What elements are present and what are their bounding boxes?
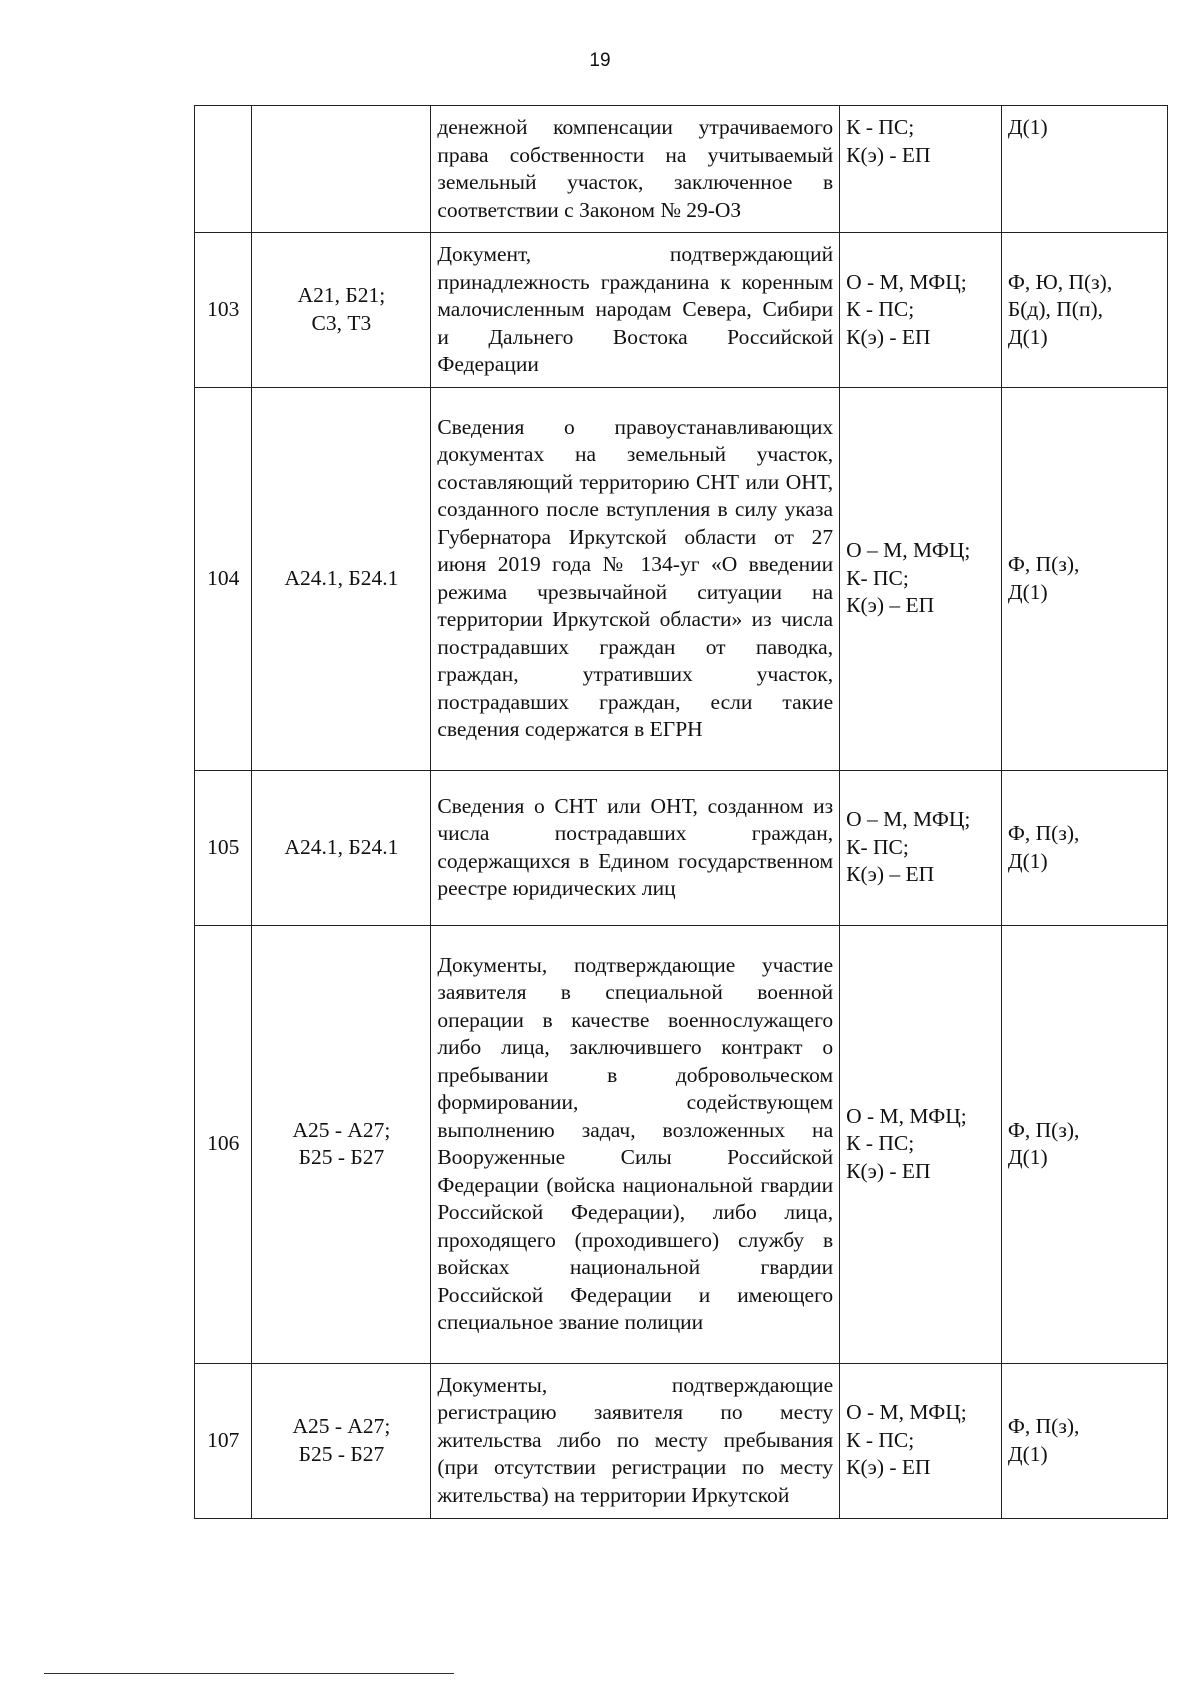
row-codes [252, 233, 431, 388]
form-line: Ф, П(з), [1007, 552, 1080, 576]
row-number: 107 [195, 1363, 252, 1518]
code-line: Б25 - Б27 [298, 1145, 385, 1169]
way-line: К(э) - ЕП [846, 1455, 931, 1480]
form-line: Д(1) [1007, 115, 1048, 139]
page-number: 19 [589, 50, 611, 71]
row-ways [840, 233, 1002, 388]
form-line: Ф, П(з), [1007, 1117, 1080, 1142]
code-line: А24.1, Б24.1 [284, 565, 399, 590]
row-codes [252, 770, 431, 925]
table-row [195, 1363, 1168, 1518]
row-description: Документы, подтверждающие регистрацию заявителя по месту жительства либо по месту пребывания (при отсутствии регистрации по месту жительства) на территории Иркутской [431, 1363, 840, 1518]
table-row [195, 387, 1168, 770]
way-line: О – М, МФЦ; [846, 538, 971, 563]
way-line: К - ПС; [846, 1427, 915, 1452]
form-line: Д(1) [1007, 1145, 1048, 1169]
row-ways [840, 770, 1002, 925]
form-line: Д(1) [1007, 848, 1048, 873]
row-ways [840, 925, 1002, 1363]
row-codes [252, 1363, 431, 1518]
row-ways [840, 387, 1002, 770]
row-forms [1001, 233, 1167, 388]
way-line: О - М, МФЦ; [846, 1103, 967, 1128]
row-codes [252, 106, 431, 233]
way-line: К - ПС; [846, 297, 915, 321]
way-line: К(э) - ЕП [846, 1158, 931, 1183]
way-line: К - ПС; [846, 1131, 915, 1156]
table-row [195, 770, 1168, 925]
form-line: Д(1) [1007, 324, 1048, 349]
row-codes [252, 387, 431, 770]
code-line: С3, Т3 [311, 310, 372, 335]
form-line: Б(д), П(п), [1007, 297, 1103, 321]
row-forms [1001, 925, 1167, 1363]
row-forms [1001, 387, 1167, 770]
row-number: 103 [195, 233, 252, 388]
form-line: Ф, П(з), [1007, 1414, 1080, 1438]
form-line: Д(1) [1007, 579, 1048, 604]
row-description: Документы, подтверждающие участие заявителя в специальной военной операции в качестве военнослужащего либо лица, заключившего контракт о пребывании в добровольческом формировании, содействующем выполнению задач, возложенных на Вооруженные Силы Российской Федерации (войска национальной гвардии Российской Федерации), либо лица, проходящего (проходившего) службу в войсках национальной гвардии Российской Федерации и имеющего специальное звание полиции [431, 925, 840, 1363]
table-row [195, 106, 1168, 233]
code-line: А25 - А27; [292, 1117, 391, 1142]
documents-table [194, 105, 1168, 1519]
row-codes [252, 925, 431, 1363]
row-ways [840, 106, 1002, 233]
row-description: Сведения о правоустанавливающих документах на земельный участок, составляющий территорию СНТ или ОНТ, созданного после вступления в силу указа Губернатора Иркутской области от 27 июня 2019 года № 134-уг «О введении режима чрезвычайной ситуации на территории Иркутской области» из числа пострадавших граждан от паводка, граждан, утративших участок, пострадавших граждан, если такие сведения содержатся в ЕГРН [431, 387, 840, 770]
form-line: Ф, Ю, П(з), [1007, 269, 1113, 294]
way-line: К- ПС; [846, 565, 909, 590]
code-line: А25 - А27; [292, 1414, 391, 1438]
way-line: О - М, МФЦ; [846, 269, 967, 294]
way-line: К- ПС; [846, 834, 909, 859]
row-ways [840, 1363, 1002, 1518]
form-line: Ф, П(з), [1007, 821, 1080, 845]
row-description: Сведения о СНТ или ОНТ, созданном из числа пострадавших граждан, содержащихся в Едином государственном реестре юридических лиц [431, 770, 840, 925]
row-forms [1001, 1363, 1167, 1518]
row-forms [1001, 770, 1167, 925]
footer-divider [44, 1673, 454, 1674]
row-number: 106 [195, 925, 252, 1363]
way-line: К(э) - ЕП [846, 324, 931, 349]
code-line: Б25 - Б27 [298, 1441, 385, 1466]
table-row [195, 233, 1168, 388]
code-line: А21, Б21; [297, 283, 386, 308]
row-forms [1001, 106, 1167, 233]
way-line: К(э) – ЕП [846, 862, 935, 887]
row-number: 104 [195, 387, 252, 770]
row-description: Документ, подтверждающий принадлежность гражданина к коренным малочисленным народам Севера, Сибири и Дальнего Востока Российской Федерации [431, 233, 840, 388]
row-description: денежной компенсации утрачиваемого права собственности на учитываемый земельный участок, заключенное в соответствии с Законом № 29-ОЗ [431, 106, 840, 233]
row-number [195, 106, 252, 233]
table-row [195, 925, 1168, 1363]
way-line: О – М, МФЦ; [846, 807, 971, 832]
way-line: О - М, МФЦ; [846, 1400, 967, 1425]
form-line: Д(1) [1007, 1441, 1048, 1466]
row-number: 105 [195, 770, 252, 925]
way-line: К(э) - ЕП [846, 142, 931, 167]
code-line: А24.1, Б24.1 [284, 834, 399, 859]
way-line: К(э) – ЕП [846, 593, 935, 618]
way-line: К - ПС; [846, 115, 915, 139]
